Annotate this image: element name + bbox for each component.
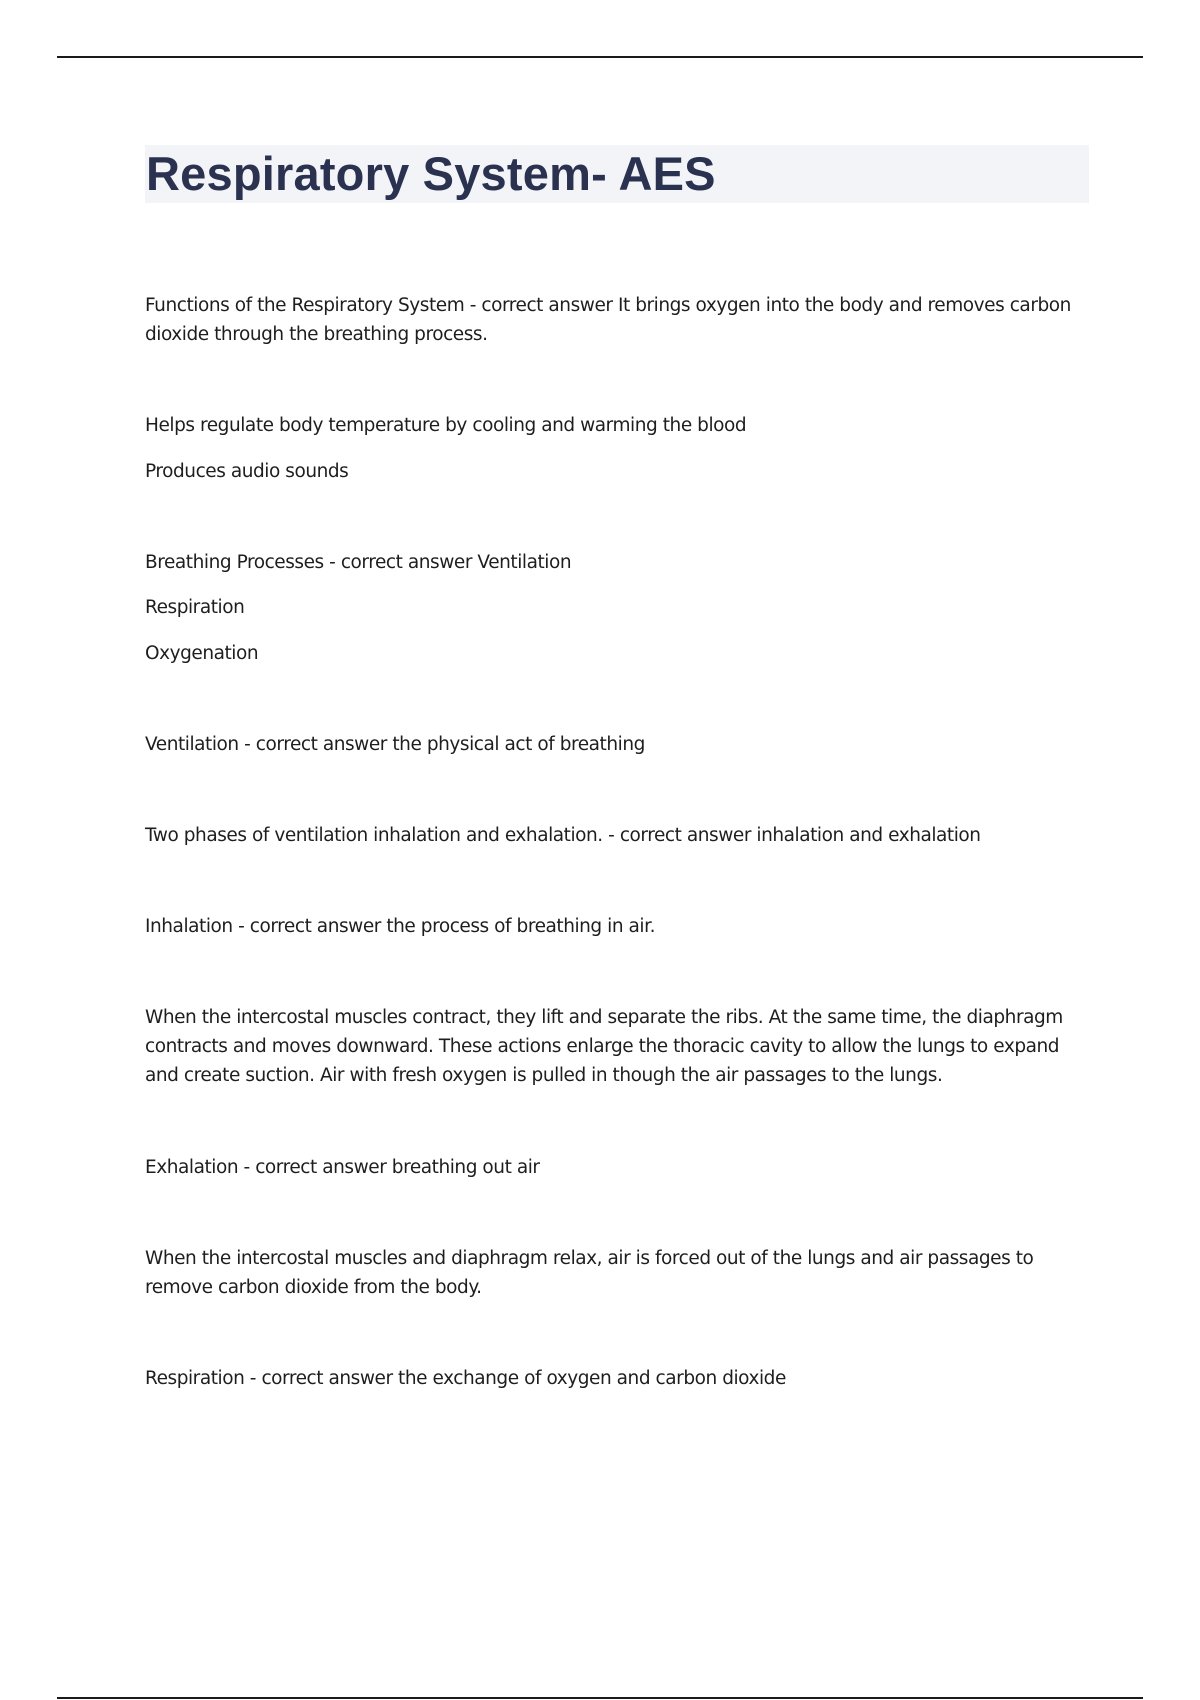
paragraph-inhalation: Inhalation - correct answer the process of breathing in air. [145,916,656,937]
paragraph-inhalation-detail: When the intercostal muscles contract, they lift and separate the ribs. At the same time, the diaphragm contracts and moves downward. These actions enlarge the thoracic cavity to allow the lungs to expand and create suction. Air with fresh oxygen is pulled in though the air passages to the lungs. [145,1007,1063,1086]
header-rule [57,56,1143,58]
footer-rule [57,1697,1143,1699]
paragraph-regulate-temperature: Helps regulate body temperature by cooling and warming the blood [145,415,747,436]
paragraph-respiration: Respiration [145,597,245,618]
paragraph-functions: Functions of the Respiratory System - correct answer It brings oxygen into the body and removes carbon dioxide through the breathing process. [145,295,1071,345]
paragraph-exhalation-detail: When the intercostal muscles and diaphragm relax, air is forced out of the lungs and air passages to remove carbon dioxide from the body. [145,1248,1034,1298]
paragraph-oxygenation: Oxygenation [145,643,259,664]
paragraph-two-phases: Two phases of ventilation inhalation and exhalation. - correct answer inhalation and exhalation [145,825,981,846]
paragraph-ventilation: Ventilation - correct answer the physical act of breathing [145,734,645,755]
document-title: Respiratory System- AES [146,147,716,200]
paragraph-respiration-definition: Respiration - correct answer the exchange of oxygen and carbon dioxide [145,1368,786,1389]
paragraph-breathing-processes: Breathing Processes - correct answer Ventilation [145,552,572,573]
paragraph-exhalation: Exhalation - correct answer breathing out air [145,1157,540,1178]
paragraph-audio-sounds: Produces audio sounds [145,461,349,482]
